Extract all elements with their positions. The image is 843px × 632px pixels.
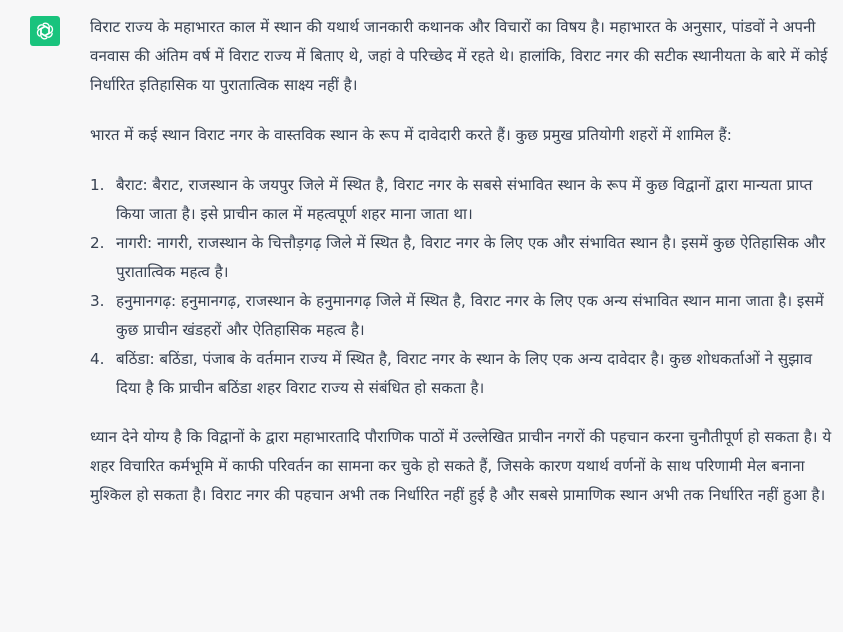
list-item-number: 3. [90,292,105,310]
list-item-text: नागरी: नागरी, राजस्थान के चित्तौड़गढ़ जिले में स्थित है, विराट नगर के लिए एक और संभावित स्थान है। इसमें कुछ ऐतिहासिक और पुरातात्विक महत्व है। [116,234,826,281]
candidate-cities-list [90,171,835,403]
openai-logo-icon [34,20,56,42]
assistant-avatar [30,16,60,46]
paragraph-conclusion: ध्यान देने योग्य है कि विद्वानों के द्वारा महाभारतादि पौराणिक पाठों में उल्लेखित प्राचीन नगरों की पहचान करना चुनौतीपूर्ण हो सकता है। ये शहर विचारित कर्मभूमि में काफी परिवर्तन का सामना कर चुके हो सकते हैं, जिसके कारण यथार्थ वर्णनों के साथ परिणामी मेल बनाना मुश्किल हो सकता है। विराट नगर की पहचान अभी तक निर्धारित नहीं हुई है और सबसे प्रामाणिक स्थान अभी तक निर्धारित नहीं हुआ है। [90,428,832,504]
paragraph-intro: विराट राज्य के महाभारत काल में स्थान की यथार्थ जानकारी कथानक और विचारों का विषय है। महाभारत के अनुसार, पांडवों ने अपनी वनवास की अंतिम वर्ष में विराट राज्य में बिताए थे, जहां वे परिच्छेद में रहते थे। हालांकि, विराट नगर की सटीक स्थानीयता के बारे में कोई निर्धारित इतिहासिक या पुरातात्विक साक्ष्य नहीं है। [90,18,828,94]
message-content [90,13,835,510]
list-item [90,229,835,287]
list-item-text: बठिंडा: बठिंडा, पंजाब के वर्तमान राज्य में स्थित है, विराट नगर के स्थान के लिए एक अन्य दावेदार है। कुछ शोधकर्ताओं ने सुझाव दिया है कि प्राचीन बठिंडा शहर विराट राज्य से संबंधित हो सकता है। [116,350,813,397]
list-item-text: बैराट: बैराट, राजस्थान के जयपुर जिले में स्थित है, विराट नगर के सबसे संभावित स्थान के रूप में कुछ विद्वानों द्वारा मान्यता प्राप्त किया जाता है। इसे प्राचीन काल में महत्वपूर्ण शहर माना जाता था। [116,176,813,223]
list-item-text: हनुमानगढ़: हनुमानगढ़, राजस्थान के हनुमानगढ़ जिले में स्थित है, विराट नगर के लिए एक अन्य संभावित स्थान माना जाता है। इसमें कुछ प्राचीन खंडहरों और ऐतिहासिक महत्व है। [116,292,824,339]
list-item-number: 2. [90,234,105,252]
list-item [90,287,835,345]
list-item [90,345,835,403]
paragraph-claims: भारत में कई स्थान विराट नगर के वास्तविक स्थान के रूप में दावेदारी करते हैं। कुछ प्रमुख प्रतियोगी शहरों में शामिल हैं: [90,126,732,144]
list-item [90,171,835,229]
list-item-number: 1. [90,176,105,194]
list-item-number: 4. [90,350,105,368]
